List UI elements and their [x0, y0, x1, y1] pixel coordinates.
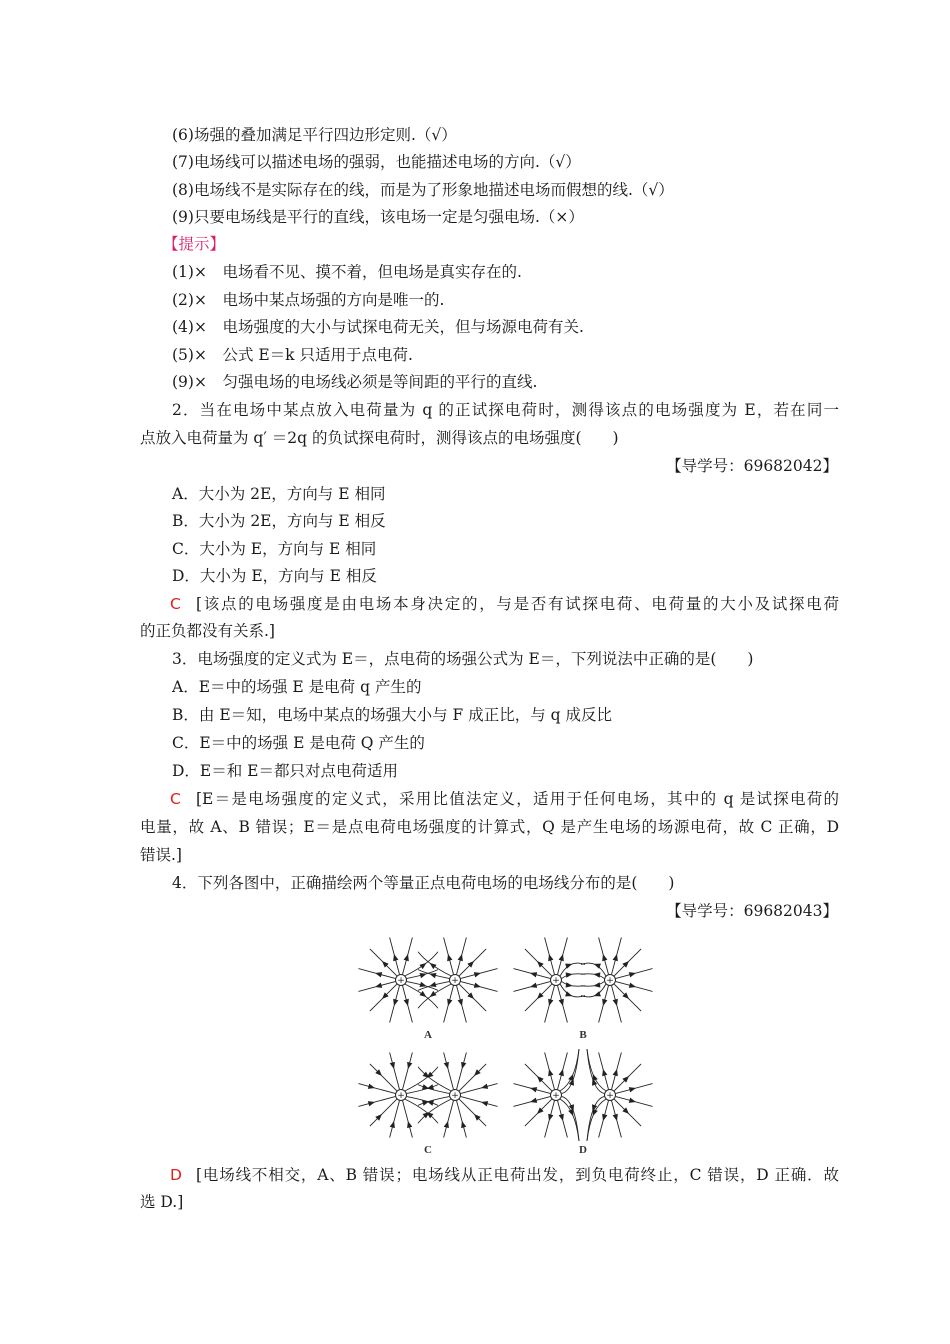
field-arrow	[368, 1101, 375, 1106]
field-arrow	[548, 999, 553, 1006]
judgment-item: (7)电场线可以描述电场的强弱，也能描述电场的方向.（√）	[172, 153, 581, 171]
charge-sign: +	[451, 976, 459, 987]
field-line	[587, 1097, 604, 1141]
field-line	[461, 1097, 498, 1107]
field-arrow	[530, 972, 537, 977]
question-2-option: C．大小为 E，方向与 E 相同	[172, 540, 377, 558]
field-arrow	[393, 999, 398, 1006]
field-arrow	[602, 1114, 607, 1121]
field-arrow	[368, 1084, 375, 1089]
hint-item: (4)× 电场强度的大小与试探电荷无关，但与场源电荷有关.	[172, 318, 584, 336]
field-arrow	[481, 1084, 488, 1089]
field-line	[459, 1099, 486, 1126]
field-arrow	[420, 973, 427, 978]
field-arrow	[602, 999, 607, 1006]
field-arrow	[629, 1098, 636, 1103]
charge-sign: +	[552, 976, 560, 987]
field-arrow	[458, 954, 463, 961]
field-arrow	[566, 982, 573, 987]
question-4-explanation-cont: 选 D.]	[140, 1193, 184, 1211]
field-arrow	[375, 972, 382, 977]
question-2-explanation: [该点的电场强度是由电场本身决定的，与是否有试探电荷、电荷量的大小及试探电荷	[196, 595, 839, 613]
field-arrow	[593, 972, 600, 977]
charge-sign: +	[606, 1091, 614, 1102]
field-arrow	[429, 973, 436, 978]
figure-panel-label: C	[424, 1144, 432, 1156]
field-arrow	[530, 1098, 537, 1103]
field-arrow	[629, 1087, 636, 1092]
question-3-option: B．由 E＝知，电场中某点的场强大小与 F 成正比，与 q 成反比	[172, 706, 613, 724]
field-line	[562, 1049, 579, 1093]
question-2-ref: 【导学号：69682042】	[666, 457, 838, 475]
field-arrow	[407, 1062, 412, 1069]
question-3-option: A．E＝中的场强 E 是电荷 q 产生的	[172, 678, 422, 696]
hint-item: (9)× 匀强电场的电场线必须是等间距的平行的直线.	[172, 373, 538, 391]
question-3-explanation-end: 错误.]	[140, 846, 182, 864]
hint-item: (2)× 电场中某点场强的方向是唯一的.	[172, 291, 445, 309]
field-arrow	[461, 1121, 466, 1128]
field-arrow	[447, 954, 452, 961]
field-arrow	[613, 1114, 618, 1121]
field-arrow	[548, 1114, 553, 1121]
field-line	[358, 1097, 395, 1107]
field-line	[587, 1049, 604, 1093]
field-line	[444, 1101, 454, 1138]
question-4-explanation: [电场线不相交，A、B 错误；电场线从正电荷出发，到负电荷终止，C 错误，D 正确．故	[196, 1166, 839, 1184]
field-arrow	[568, 1109, 573, 1116]
question-4-ref: 【导学号：69682043】	[666, 902, 838, 920]
field-arrow	[559, 954, 564, 961]
field-line	[358, 1084, 395, 1094]
field-arrow	[602, 1069, 607, 1076]
figure-panel-label: B	[579, 1029, 587, 1041]
field-arrow	[420, 982, 427, 987]
field-line	[444, 1052, 454, 1089]
field-arrow	[444, 1121, 449, 1128]
question-2-option: B．大小为 2E，方向与 E 相反	[172, 512, 386, 530]
field-arrow	[474, 983, 481, 988]
question-3-answer: C	[170, 790, 181, 808]
field-arrow	[593, 982, 600, 987]
field-arrow	[404, 954, 409, 961]
field-arrow	[629, 972, 636, 977]
judgment-item: (6)场强的叠加满足平行四边形定则.（√）	[172, 126, 457, 144]
field-arrow	[629, 983, 636, 988]
field-arrow	[481, 1101, 488, 1106]
field-arrow	[422, 1084, 429, 1089]
judgment-item: (9)只要电场线是平行的直线，该电场一定是匀强电场.（×）	[172, 208, 584, 226]
field-arrow	[613, 999, 618, 1006]
field-line	[461, 1084, 498, 1094]
field-lines-figure	[358, 930, 658, 1162]
question-2-option: D．大小为 E，方向与 E 相反	[172, 567, 377, 585]
field-arrow	[613, 1069, 618, 1076]
question-2-stem-cont: 点放入电荷量为 q′ ＝2q 的负试探电荷时，测得该点的电场强度( )	[140, 429, 619, 447]
hint-item: (5)× 公式 E＝k 只适用于点电荷.	[172, 346, 413, 364]
hint-item: (1)× 电场看不见、摸不着，但电场是真实存在的.	[172, 263, 522, 281]
field-arrow	[393, 954, 398, 961]
field-arrow	[429, 982, 436, 987]
charge-sign: +	[552, 1091, 560, 1102]
charge-sign: +	[606, 976, 614, 987]
charge-sign: +	[397, 976, 405, 987]
question-2-explanation-cont: 的正负都没有关系.]	[140, 622, 275, 640]
field-arrow	[566, 972, 573, 977]
field-line	[562, 1097, 579, 1141]
charge-sign: +	[451, 1091, 459, 1102]
field-line	[403, 1052, 413, 1089]
question-2-stem: 2．当在电场中某点放入电荷量为 q 的正试探电荷时，测得该点的电场强度为 E，若在同一	[172, 401, 839, 419]
field-arrow	[548, 954, 553, 961]
charge-sign: +	[397, 1091, 405, 1102]
field-arrow	[559, 1114, 564, 1121]
field-arrow	[444, 1062, 449, 1069]
question-3-stem: 3．电场强度的定义式为 E＝，点电荷的场强公式为 E＝，下列说法中正确的是( )	[172, 650, 754, 668]
field-arrow	[559, 999, 564, 1006]
question-2-option: A．大小为 2E，方向与 E 相同	[172, 485, 386, 503]
question-3-explanation-cont: 电量，故 A、B 错误；E＝是点电荷电场强度的计算式，Q 是产生电场的场源电荷，故 C 正确，D	[140, 818, 839, 836]
field-arrow	[390, 1062, 395, 1069]
field-arrow	[447, 999, 452, 1006]
field-line	[390, 1052, 400, 1089]
field-arrow	[430, 963, 437, 969]
question-2-answer: C	[170, 595, 181, 613]
field-arrow	[419, 963, 426, 969]
question-3-option: C．E＝中的场强 E 是电荷 Q 产生的	[172, 734, 425, 752]
figure-panel-label: A	[424, 1029, 432, 1041]
field-line	[459, 1064, 486, 1091]
field-arrow	[602, 954, 607, 961]
figure-panel-label: D	[579, 1144, 587, 1156]
field-arrow	[530, 1087, 537, 1092]
field-arrow	[461, 1062, 466, 1069]
question-3-option: D．E＝和 E＝都只对点电荷适用	[172, 762, 398, 780]
field-arrow	[407, 1121, 412, 1128]
field-arrow	[419, 991, 426, 997]
field-line	[390, 1101, 400, 1138]
field-arrow	[559, 1069, 564, 1076]
field-line	[403, 1101, 413, 1138]
hint-label: 【提示】	[163, 235, 226, 253]
field-arrow	[375, 983, 382, 988]
field-line	[457, 1052, 467, 1089]
field-line	[370, 1064, 397, 1091]
field-arrow	[530, 983, 537, 988]
field-arrow	[430, 991, 437, 997]
field-arrow	[548, 1069, 553, 1076]
field-arrow	[474, 972, 481, 977]
question-4-answer: D	[170, 1166, 182, 1184]
field-arrow	[422, 1101, 429, 1106]
field-arrow	[404, 999, 409, 1006]
field-arrow	[613, 954, 618, 961]
field-arrow	[593, 1074, 598, 1081]
question-3-explanation: [E＝是电场强度的定义式，采用比值法定义，适用于任何电场，其中的 q 是试探电荷的	[196, 790, 840, 808]
field-line	[457, 1101, 467, 1138]
judgment-item: (8)电场线不是实际存在的线，而是为了形象地描述电场而假想的线.（√）	[172, 181, 674, 199]
question-4-stem: 4．下列各图中，正确描绘两个等量正点电荷电场的电场线分布的是( )	[172, 874, 675, 892]
field-line	[370, 1099, 397, 1126]
field-arrow	[390, 1121, 395, 1128]
field-arrow	[458, 999, 463, 1006]
